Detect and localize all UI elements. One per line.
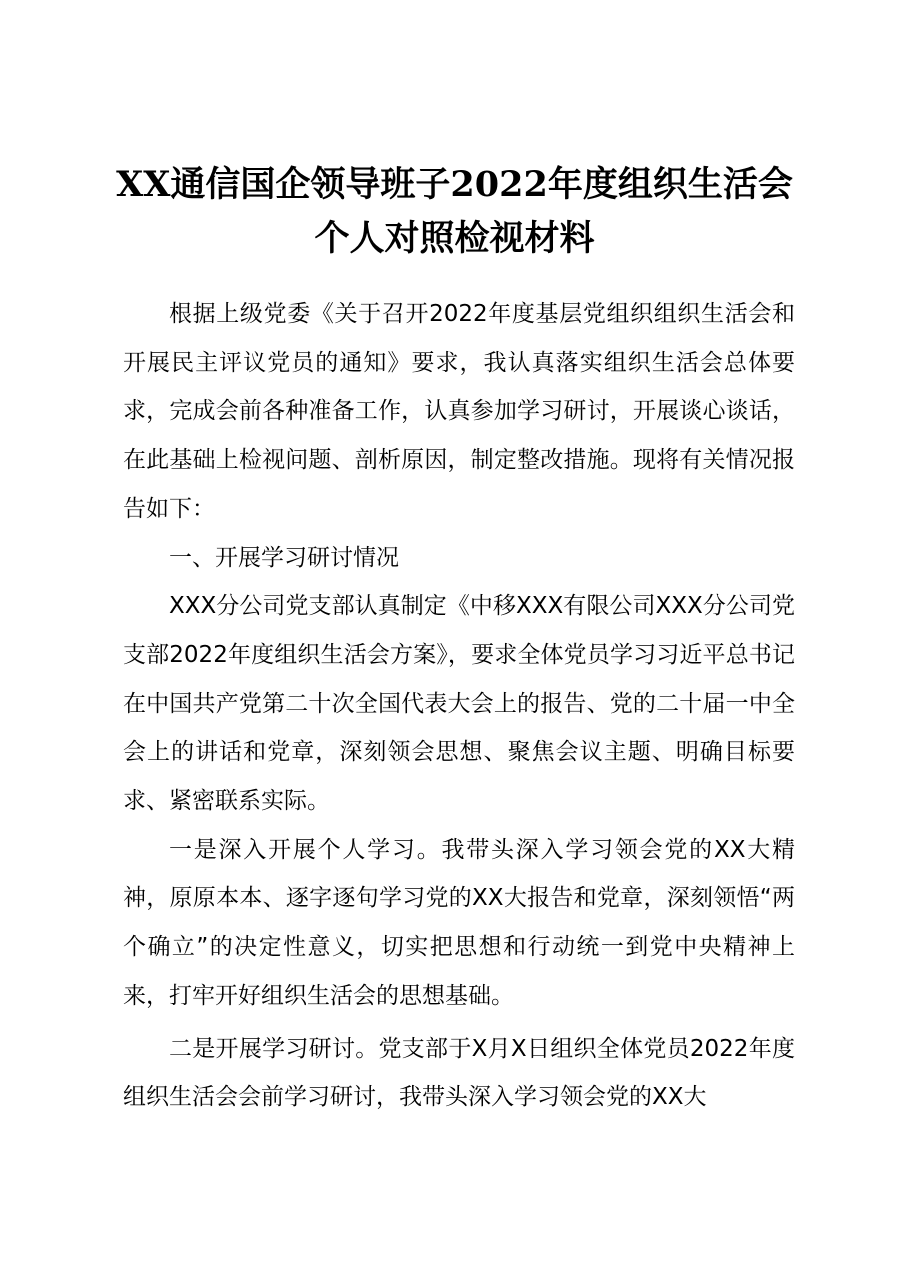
paragraph-individual-study: 一是深入开展个人学习。我带头深入学习领会党的XX大精神，原原本本、逐字逐句学习党的XX大报告和党章，深刻领悟“两个确立”的决定性意义，切实把思想和行动统一到党中央精神上来，打牢开好组织生活会的思想基础。 — [123, 836, 795, 1009]
paragraph-study-plan: XXX分公司党支部认真制定《中移XXX有限公司XXX分公司党支部2022年度组织生活会方案》，要求全体党员学习习近平总书记在中国共产党第二十次全国代表大会上的报告、党的二十届一中全会上的讲话和党章，深刻领会思想、聚焦会议主题、明确目标要求、紧密联系实际。 — [123, 593, 795, 815]
document-body — [123, 290, 795, 1122]
section-heading-1: 一、开展学习研讨情况 — [169, 544, 399, 571]
document-title: XX通信国企领导班子2022年度组织生活会个人对照检视材料 — [116, 164, 793, 259]
paragraph-intro: 根据上级党委《关于召开2022年度基层党组织组织生活会和开展民主评议党员的通知》要求，我认真落实组织生活会总体要求，完成会前各种准备工作，认真参加学习研讨，开展谈心谈话，在此基础上检视问题、剖析原因，制定整改措施。现将有关情况报告如下： — [123, 301, 795, 522]
paragraph-group-study: 二是开展学习研讨。党支部于X月X日组织全体党员2022年度组织生活会会前学习研讨，我带头深入学习领会党的XX大 — [123, 1035, 795, 1111]
